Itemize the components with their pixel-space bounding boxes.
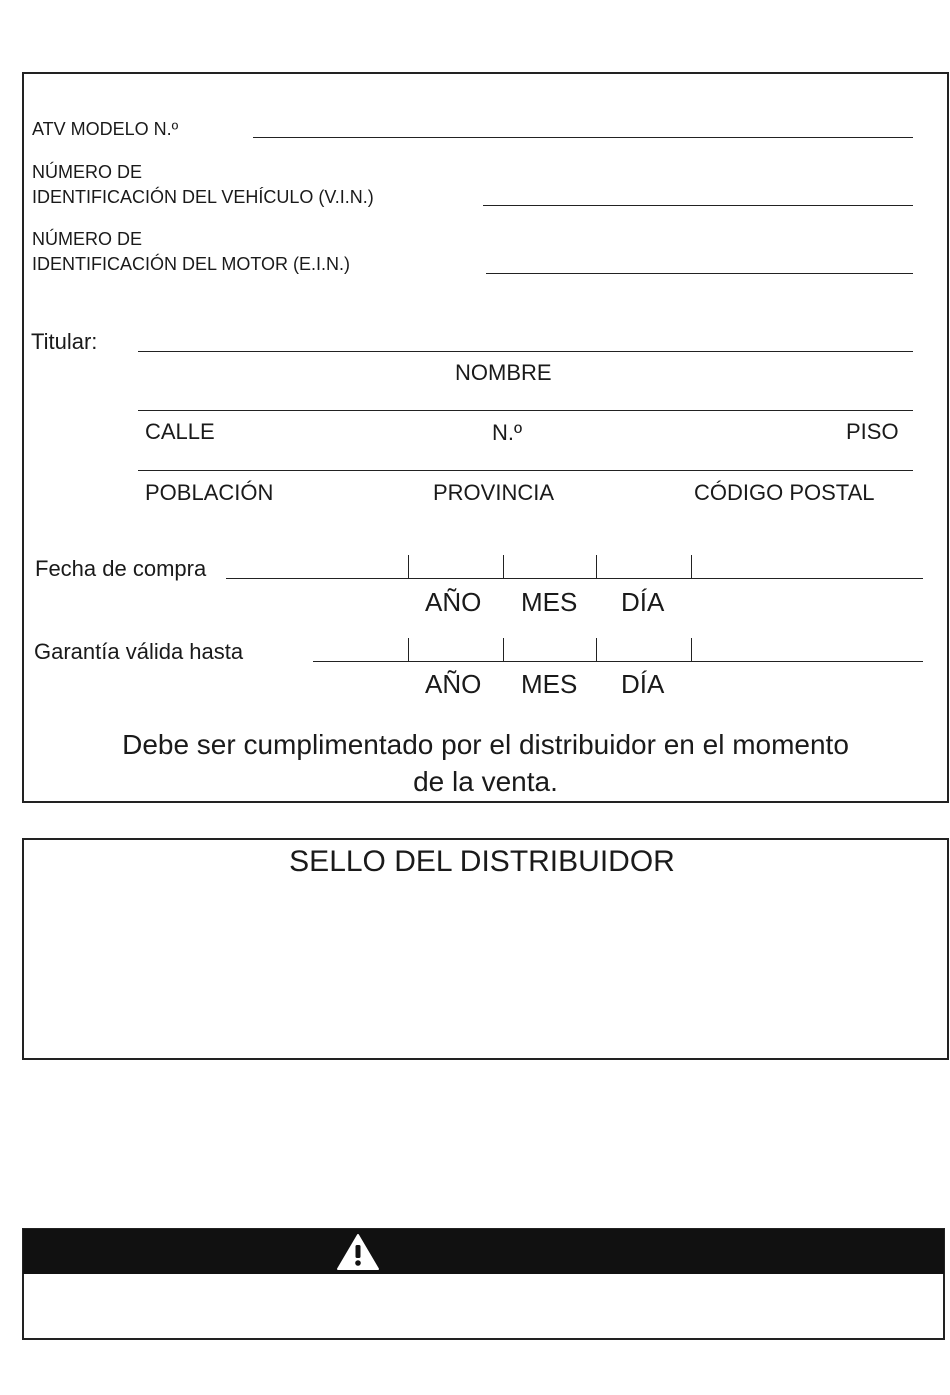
purchase-day-caption: DÍA	[621, 587, 665, 617]
street-caption: CALLE	[145, 419, 215, 444]
warning-triangle-icon	[336, 1233, 380, 1271]
purchase-date-divider	[596, 555, 597, 578]
name-caption: NOMBRE	[455, 360, 552, 385]
purchase-month-caption: MES	[521, 587, 578, 617]
warning-header-bar	[23, 1229, 944, 1274]
vin-label-line2: IDENTIFICACIÓN DEL VEHÍCULO (V.I.N.)	[32, 187, 374, 207]
floor-caption: PISO	[846, 419, 899, 444]
street-field[interactable]	[138, 410, 913, 411]
town-caption: POBLACIÓN	[145, 480, 274, 505]
vin-label-line1: NÚMERO DE	[32, 162, 143, 182]
number-caption: N.º	[492, 420, 523, 445]
dealer-note	[22, 726, 949, 800]
ein-label-line2: IDENTIFICACIÓN DEL MOTOR (E.I.N.)	[32, 254, 351, 274]
model-label: ATV MODELO N.º	[32, 119, 179, 139]
province-caption: PROVINCIA	[433, 480, 555, 505]
dealer-note-line1: Debe ser cumplimentado por el distribuidor en el momento	[122, 729, 849, 760]
town-field[interactable]	[138, 470, 913, 471]
model-field[interactable]	[253, 137, 913, 138]
purchase-date-divider	[691, 555, 692, 578]
warranty-day-caption: DÍA	[621, 669, 665, 699]
ein-label-line1: NÚMERO DE	[32, 229, 143, 249]
owner-name-field[interactable]	[138, 351, 913, 352]
owner-label: Titular:	[31, 329, 98, 354]
warranty-label: Garantía válida hasta	[34, 639, 244, 664]
warranty-date-field[interactable]	[313, 661, 923, 662]
warranty-date-divider	[691, 638, 692, 661]
warranty-year-caption: AÑO	[425, 669, 482, 699]
warranty-month-caption: MES	[521, 669, 578, 699]
dealer-stamp-title: SELLO DEL DISTRIBUIDOR	[289, 845, 675, 878]
purchase-date-divider	[503, 555, 504, 578]
dealer-note-line2: de la venta.	[413, 766, 558, 797]
warranty-date-divider	[408, 638, 409, 661]
ein-field[interactable]	[486, 273, 913, 274]
warranty-date-divider	[503, 638, 504, 661]
purchase-date-divider	[408, 555, 409, 578]
warranty-date-divider	[596, 638, 597, 661]
postal-caption: CÓDIGO POSTAL	[694, 480, 875, 505]
vin-field[interactable]	[483, 205, 913, 206]
purchase-date-label: Fecha de compra	[35, 556, 207, 581]
purchase-date-field[interactable]	[226, 578, 923, 579]
purchase-year-caption: AÑO	[425, 587, 482, 617]
